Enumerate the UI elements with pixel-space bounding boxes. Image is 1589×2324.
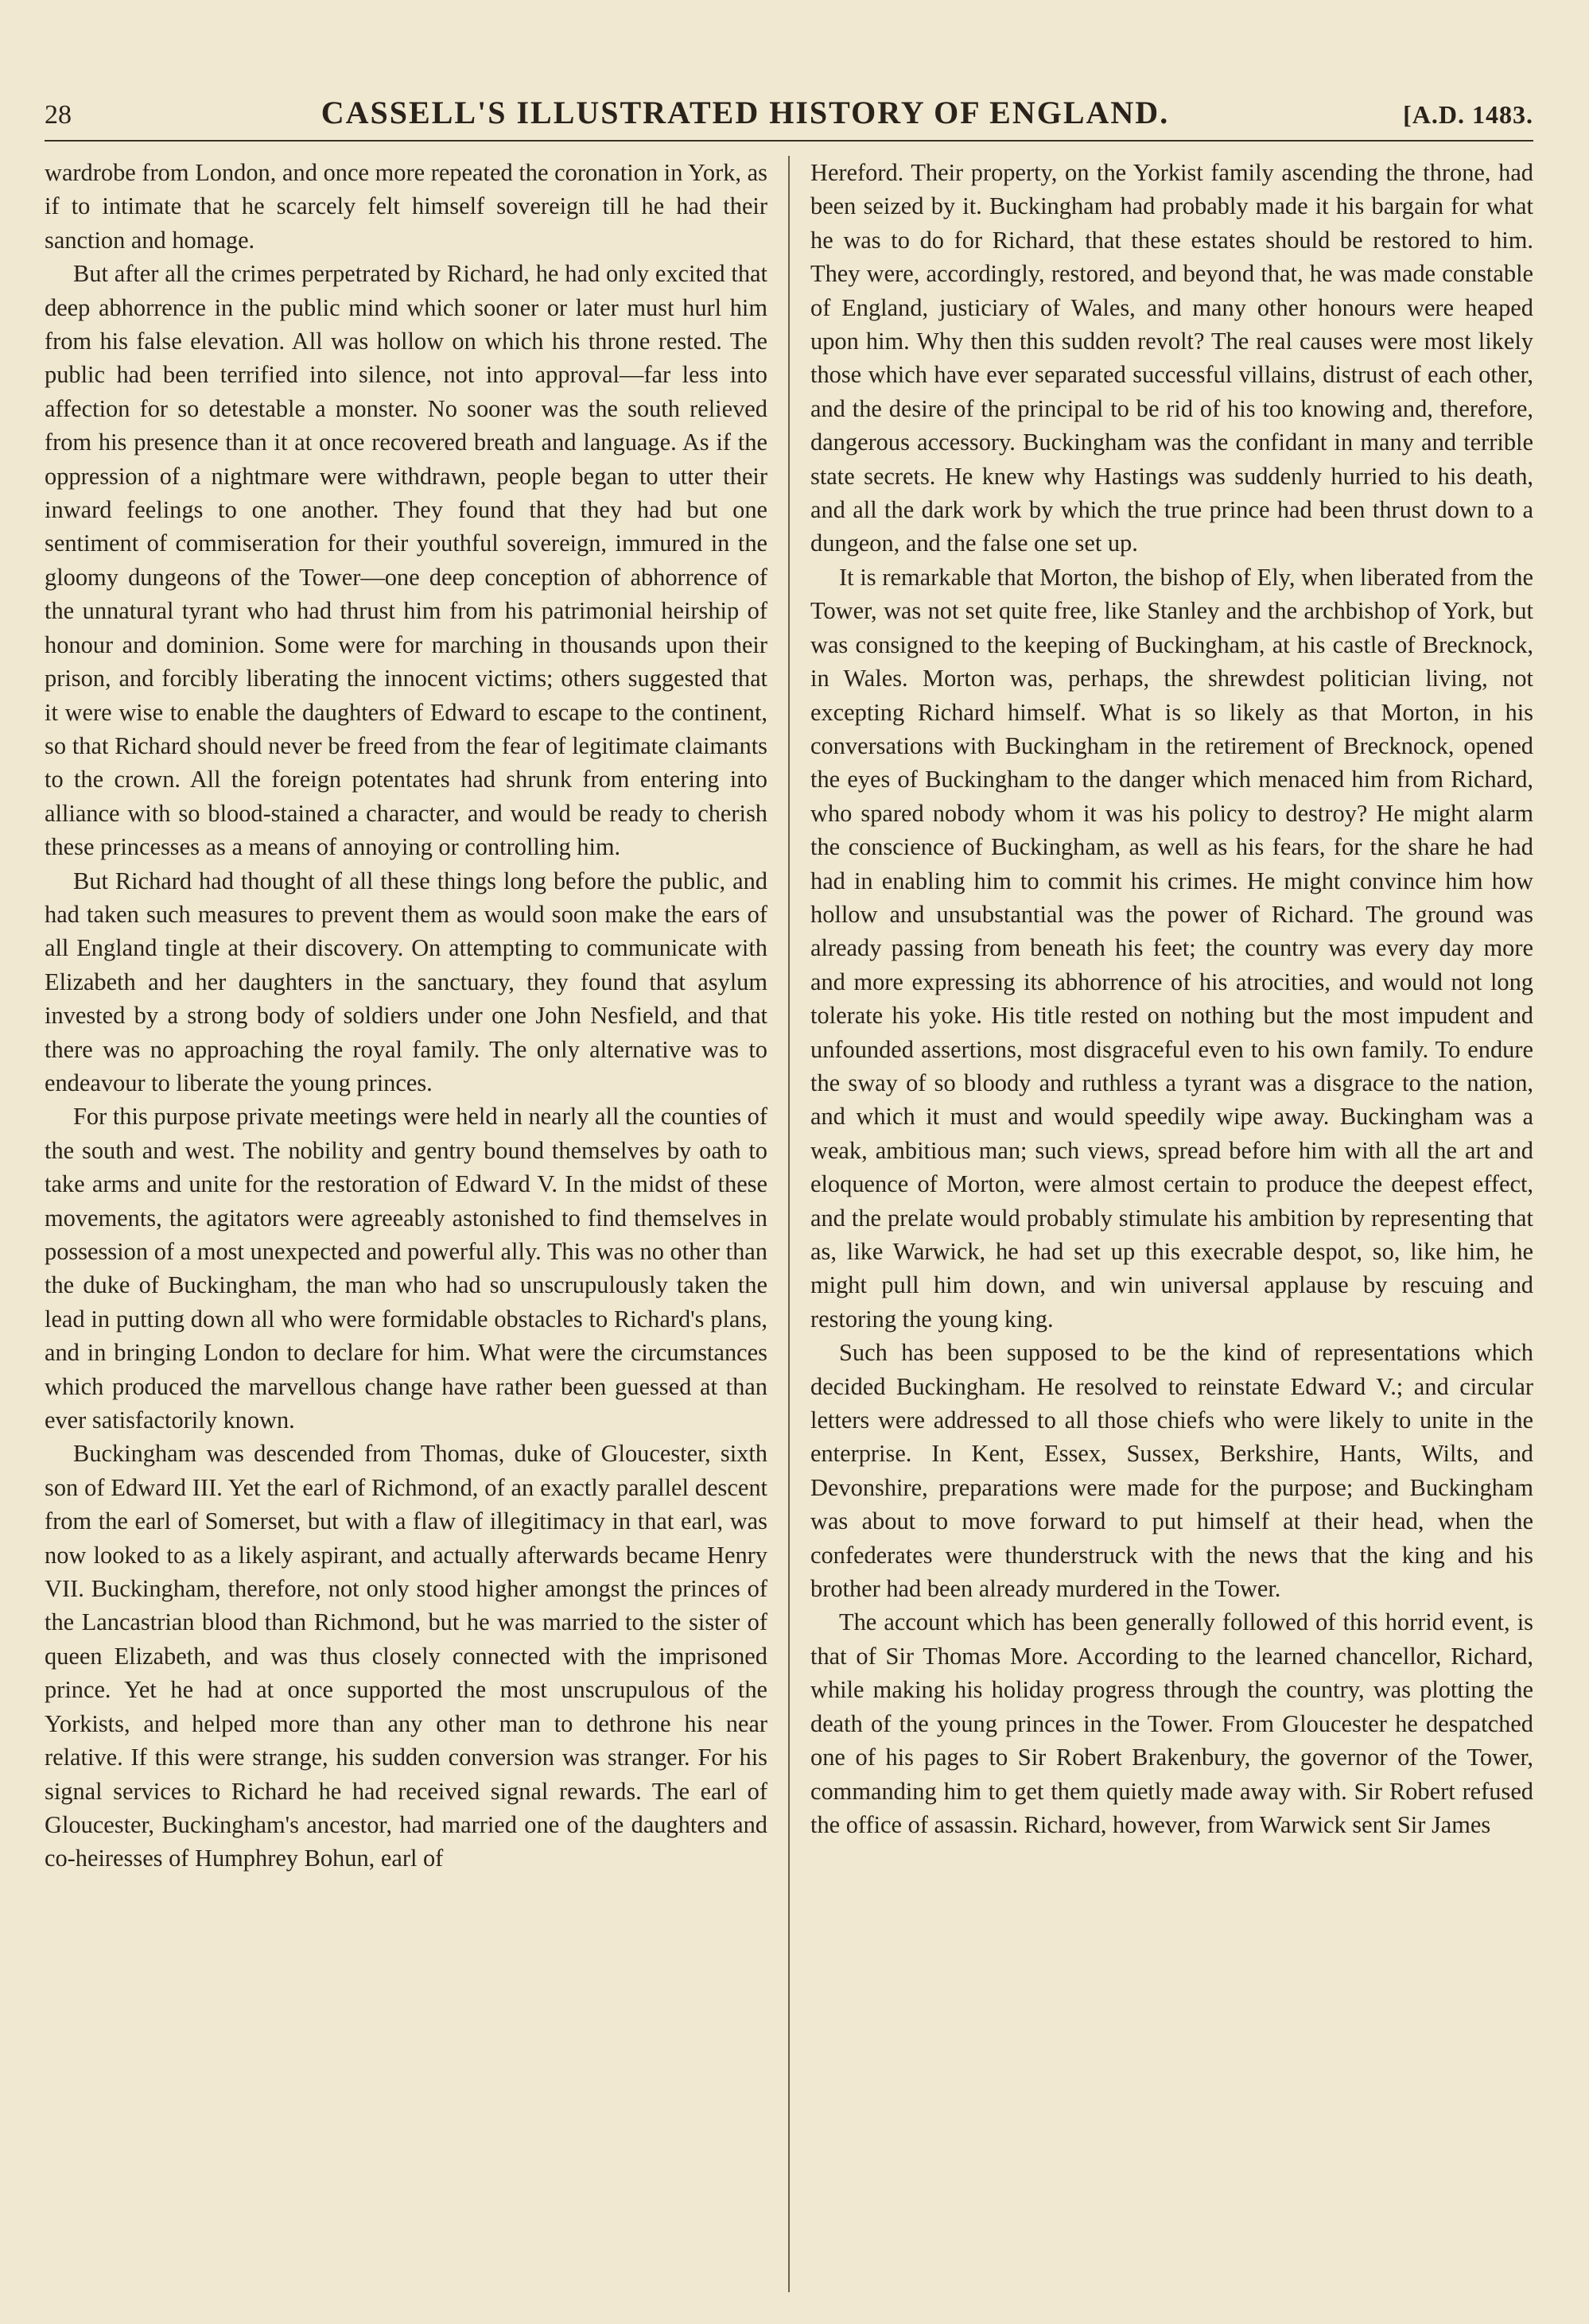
paragraph: But Richard had thought of all these things long before the public, and had taken such measures to prevent them as would soon make the ears of all England tingle at their discovery. On attempting to communicate with Elizabeth and her daughters in the sanctuary, they found that asylum invested by a strong body of soldiers under one John Nesfield, and that there was no approaching the royal family. The only alternative was to endeavour to liberate the young princes.: [45, 867, 767, 1096]
text-columns: [45, 156, 1533, 2292]
page-number: 28: [45, 100, 72, 130]
paragraph: wardrobe from London, and once more repeated the coronation in York, as if to intimate that he scarcely felt himself sovereign till he had their sanction and homage.: [45, 159, 767, 254]
paragraph: The account which has been generally followed of this horrid event, is that of Sir Thomas More. According to the learned chancellor, Richard, while making his holiday progress through the country, was plotting the death of the young princes in the Tower. From Gloucester he despatched one of his pages to Sir Robert Brakenbury, the governor of the Tower, commanding him to get them quietly made away with. Sir Robert refused the office of assassin. Richard, however, from Warwick sent Sir James: [810, 1608, 1533, 1838]
paragraph: Hereford. Their property, on the Yorkist family ascending the throne, had been seized by it. Buckingham had probably made it his bargain for what he was to do for Richard, that these estates should be restored to him. They were, accordingly, restored, and beyond that, he was made constable of England, justiciary of Wales, and many other honours were heaped upon him. Why then this sudden revolt? The real causes were most likely those which have ever separated successful villains, distrust of each other, and the desire of the principal to be rid of his too knowing and, therefore, dangerous accessory. Buckingham was the confidant in many and terrible state secrets. He knew why Hastings was suddenly hurried to his death, and all the dark work by which the true prince had been thrust down to a dungeon, and the false one set up.: [810, 159, 1533, 557]
paragraph: Buckingham was descended from Thomas, duke of Gloucester, sixth son of Edward III. Yet the earl of Richmond, of an exactly parallel descent from the earl of Somerset, but with a flaw of illegitimacy in that earl, was now looked to as a likely aspirant, and actually afterwards became Henry VII. Buckingham, therefore, not only stood higher amongst the princes of the Lancastrian blood than Richmond, but he was married to the sister of queen Elizabeth, and was thus closely connected with the imprisoned prince. Yet he had at once supported the most unscrupulous of the Yorkists, and helped more than any other man to dethrone his near relative. If this were strange, his sudden conversion was stranger. For his signal services to Richard he had received signal rewards. The earl of Gloucester, Buckingham's ancestor, had married one of the daughters and co-heiresses of Humphrey Bohun, earl of: [45, 1440, 767, 1872]
era-date: [A.D. 1483.: [1403, 100, 1533, 129]
paragraph: For this purpose private meetings were held in nearly all the counties of the south and west. The nobility and gentry bound themselves by oath to take arms and unite for the restoration of Edward V. In the midst of these movements, the agitators were agreeably astonished to find themselves in possession of a most unexpected and powerful ally. This was no other than the duke of Buckingham, the man who had so unscrupulously taken the lead in putting down all who were formidable obstacles to Richard's plans, and in bringing London to declare for him. What were the circumstances which produced the marvellous change have rather been guessed at than ever satisfactorily known.: [45, 1103, 767, 1434]
running-title: CASSELL'S ILLUSTRATED HISTORY OF ENGLAND.: [321, 95, 1170, 130]
paragraph: It is remarkable that Morton, the bishop of Ely, when liberated from the Tower, was not set quite free, like Stanley and the archbishop of York, but was consigned to the keeping of Buckingham, at his castle of Brecknock, in Wales. Morton was, perhaps, the shrewdest politician living, not excepting Richard himself. What is so likely as that Morton, in his conversations with Buckingham in the retirement of Brecknock, opened the eyes of Buckingham to the danger which menaced him from Richard, who spared nobody whom it was his policy to destroy? He might alarm the conscience of Buckingham, as well as his fears, for the share he had had in enabling him to commit his crimes. He might convince him how hollow and unsubstantial was the power of Richard. The ground was already passing from beneath his feet; the country was every day more and more expressing its abhorrence of his atrocities, and would not long tolerate his yoke. His title rested on nothing but the most impudent and unfounded assertions, most disgraceful even to his own family. To endure the sway of so bloody and ruthless a tyrant was a disgrace to the nation, and which it must and would speedily wipe away. Buckingham was a weak, ambitious man; such views, spread before him with all the art and eloquence of Morton, were almost certain to produce the deepest effect, and the prelate would probably stimulate his ambition by representing that as, like Warwick, he had set up this execrable despot, so, like him, he might pull him down, and win universal applause by rescuing and restoring the young king.: [810, 563, 1533, 1333]
paragraph: But after all the crimes perpetrated by Richard, he had only excited that deep abhorrence in the public mind which sooner or later must hurl him from his false elevation. All was hollow on which his throne rested. The public had been terrified into silence, not into approval—far less into affection for so detestable a monster. No sooner was the south relieved from his presence than it at once recovered breath and language. As if the oppression of a nightmare were withdrawn, people began to utter their inward feelings to one another. They found that they had but one sentiment of commiseration for their youthful sovereign, immured in the gloomy dungeons of the Tower—one deep conception of abhorrence of the unnatural tyrant who had thrust him from his patrimonial heirship of honour and dominion. Some were for marching in thousands upon their prison, and forcibly liberating the innocent victims; others suggested that it were wise to enable the daughters of Edward to escape to the continent, so that Richard should never be freed from the fear of legitimate claimants to the crown. All the foreign potentates had shrunk from entering into alliance with so blood-stained a character, and would be ready to cherish these princesses as a means of annoying or controlling him.: [45, 260, 767, 861]
running-header: [45, 94, 1533, 142]
column-divider: [788, 156, 790, 2292]
right-column: [810, 156, 1533, 2292]
paragraph: Such has been supposed to be the kind of representations which decided Buckingham. He resolved to reinstate Edward V.; and circular letters were addressed to all those chiefs who were likely to unite in the enterprise. In Kent, Essex, Sussex, Berkshire, Hants, Wilts, and Devonshire, preparations were made for the purpose; and Buckingham was about to move forward to put himself at their head, when the confederates were thunderstruck with the news that the king and his brother had been already murdered in the Tower.: [810, 1339, 1533, 1603]
left-column: [45, 156, 767, 2292]
